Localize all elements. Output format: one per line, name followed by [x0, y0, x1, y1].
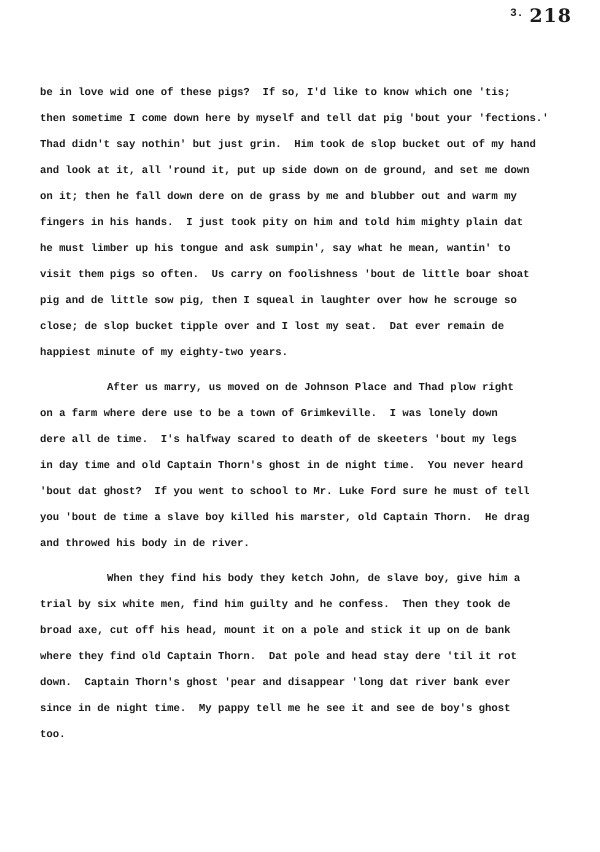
text-line: since in de night time. My pappy tell me he see it and see de boy's ghost: [40, 703, 511, 715]
text-line: you 'bout de time a slave boy killed his marster, old Captain Thorn. He drag: [40, 512, 530, 524]
page-number: [510, 5, 572, 27]
page-number-value: 218: [529, 5, 572, 27]
text-line: Thad didn't say nothin' but just grin. Him took de slop bucket out of my hand: [40, 139, 536, 151]
text-line: dere all de time. I's halfway scared to death of de skeeters 'bout my legs: [40, 434, 517, 446]
text-line: and throwed his body in de river.: [40, 538, 250, 550]
text-line: After us marry, us moved on de Johnson Place and Thad plow right: [107, 382, 514, 394]
text-line: in day time and old Captain Thorn's ghost in de night time. You never heard: [40, 460, 524, 472]
text-line: pig and de little sow pig, then I squeal in laughter over how he scrouge so: [40, 295, 517, 307]
text-line: on a farm where dere use to be a town of Grimkeville. I was lonely down: [40, 408, 498, 420]
text-line: be in love wid one of these pigs? If so, I'd like to know which one 'tis;: [40, 87, 511, 99]
text-line: then sometime I come down here by myself and tell dat pig 'bout your 'fections.': [40, 113, 549, 125]
text-line: trial by six white men, find him guilty and he confess. Then they took de: [40, 599, 511, 611]
text-line: broad axe, cut off his head, mount it on a pole and stick it up on de bank: [40, 625, 511, 637]
text-line: close; de slop bucket tipple over and I lost my seat. Dat ever remain de: [40, 321, 505, 333]
text-line: 'bout dat ghost? If you went to school to Mr. Luke Ford sure he must of tell: [40, 486, 530, 498]
page-number-annotation: 3.: [510, 8, 524, 20]
text-line: When they find his body they ketch John, de slave boy, give him a: [107, 573, 521, 585]
text-line: fingers in his hands. I just took pity on him and told him mighty plain dat: [40, 217, 524, 229]
text-line: visit them pigs so often. Us carry on foolishness 'bout de little boar shoat: [40, 269, 530, 281]
text-line: on it; then he fall down dere on de grass by me and blubber out and warm my: [40, 191, 517, 203]
text-line: down. Captain Thorn's ghost 'pear and disappear 'long dat river bank ever: [40, 677, 511, 689]
text-line: too.: [40, 729, 66, 741]
text-line: he must limber up his tongue and ask sumpin', say what he mean, wantin' to: [40, 243, 511, 255]
text-line: happiest minute of my eighty-two years.: [40, 347, 288, 359]
paragraph: [40, 566, 580, 748]
paragraph: [40, 80, 580, 366]
text-line: where they find old Captain Thorn. Dat pole and head stay dere 'til it rot: [40, 651, 517, 663]
paragraph: [40, 375, 580, 557]
transcript-body: [40, 80, 580, 748]
text-line: and look at it, all 'round it, put up side down on de ground, and set me down: [40, 165, 530, 177]
